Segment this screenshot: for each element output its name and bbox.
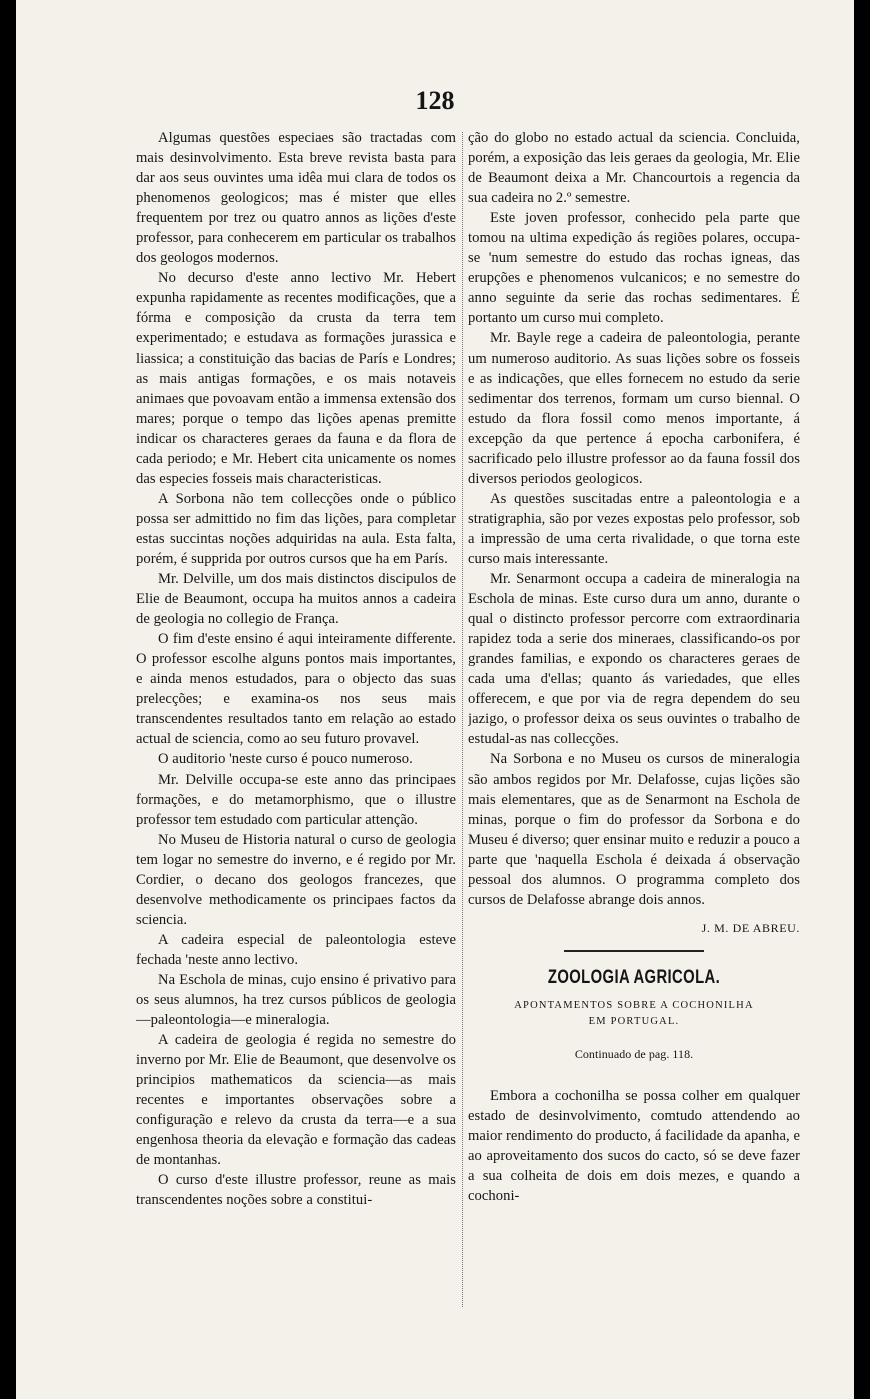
paragraph: O curso d'este illustre professor, reune as mais transcendentes noções sobre a constitui- (136, 1172, 456, 1209)
paragraph: No Museu de Historia natural o curso de geologia tem logar no semestre do inverno, e é regido por Mr. Cordier, o decano dos geologos francezes, que desenvolve methodicamente os principaes factos da sciencia. (136, 831, 456, 928)
document-page (16, 0, 854, 1399)
paragraph: A cadeira especial de paleontologia esteve fechada 'neste anno lectivo. (136, 931, 456, 968)
section-subtitle (468, 998, 800, 1030)
paragraph: Mr. Senarmont occupa a cadeira de mineralogia na Eschola de minas. Este curso dura um anno, durante o qual o distincto professor percorre com extraordinaria rapidez toda a serie dos mineraes, classificando-os por grandes familias, e expondo os characteres geraes de cada uma d'ellas; quanto ás variedades, que elles offerecem, e que por via de regra dependem do seu jazigo, o professor deixa os seus ouvintes o trabalho de estudal-as nas collecções. (468, 571, 800, 748)
paragraph: ção do globo no estado actual da sciencia. Concluida, porém, a exposição das leis geraes da geologia, Mr. Elie de Beaumont deixa a Mr. Chancourtois a regencia da sua cadeira no 2.º semestre. (468, 130, 800, 207)
paragraph: Embora a cochonilha se possa colher em qualquer estado de desinvolvimento, comtudo attendendo ao maior rendimento do producto, á facilidade da apanha, e ao aproveitamento dos sucos do cacto, só se deve fazer a sua colheita de dois em dois mezes, e quando a cochoni- (468, 1087, 800, 1205)
subtitle-line: EM PORTUGAL. (588, 1015, 680, 1027)
continued-note: Continuado de pag. 118. (574, 1046, 694, 1061)
section-title: ZOOLOGIA AGRICOLA. (547, 966, 721, 988)
page-number: 128 (415, 86, 455, 115)
left-column (136, 128, 456, 1308)
paragraph: Este joven professor, conhecido pela parte que tomou na ultima expedição ás regiões polares, occupa-se 'num semestre do estudo das rochas igneas, das erupções e phenomenos vulcanicos; e no semestre do anno seguinte da serie das rochas sedimentares. É portanto um curso mui completo. (468, 210, 800, 327)
paragraph: Na Eschola de minas, cujo ensino é privativo para os seus alumnos, ha trez cursos públicos de geologia—paleontologia—e mineralogia. (136, 971, 456, 1029)
subtitle-line: APONTAMENTOS SOBRE A COCHONILHA (514, 999, 754, 1011)
paragraph: No decurso d'este anno lectivo Mr. Hebert expunha rapidamente as recentes modificações, que a fórma e composição da crusta da terra tem experimentado; e estudava as formações jurassica e liassica; a constituição das bacias de París e Londres; as mais antigas formações, e os mais notaveis animaes que povoavam então a immensa extensão dos mares; porque o tempo das lições apenas premitte indicar os characteres geraes da fauna e da flora de cada periodo; e Mr. Hebert cita unicamente os nomes das especies fosseis mais characteristicas. (136, 270, 456, 487)
paragraph: Na Sorbona e no Museu os cursos de mineralogia são ambos regidos por Mr. Delafosse, cujas lições são mais elementares, que as de Senarmont na Eschola de minas, porque o fim do professor da Sorbona e do Museu é diverso; quer ensinar muito e reduzir a pouco a parte que 'naquella Eschola é deixada á observação pessoal dos alumnos. O programma completo dos cursos de Delafosse abrange dois annos. (468, 751, 800, 908)
paragraph: O fim d'este ensino é aqui inteiramente differente. O professor escolhe alguns pontos mais importantes, e ainda menos estudados, para o objecto das suas prelecções; e examina-os nos seus mais transcendentes resultados tanto em relação ao estado actual de sciencia, como ao seu futuro provavel. (136, 631, 456, 748)
paragraph: Mr. Delville, um dos mais distinctos discipulos de Elie de Beaumont, occupa ha muitos annos a cadeira de geologia no collegio de França. (136, 571, 456, 628)
paragraph: O auditorio 'neste curso é pouco numeroso. (158, 751, 413, 768)
paragraph: Mr. Delville occupa-se este anno das principaes formações, e do metamorphismo, que o illustre professor tem estudado com particular attenção. (136, 771, 456, 828)
author-signature: J. M. DE ABREU. (701, 920, 800, 935)
paragraph: Algumas questões especiaes são tractadas com mais desinvolvimento. Esta breve revista basta para dar aos seus ouvintes uma idêa mui clara de todos os phenomenos geologicos; mas é mister que elles frequentem por trez ou quatro annos as lições d'este professor, para conhecerem em particular os trabalhos dos geologos modernos. (136, 130, 456, 267)
column-divider (462, 132, 464, 1307)
paragraph: As questões suscitadas entre a paleontologia e a stratigraphia, são por vezes expostas pelo professor, sob a impressão de uma certa rivalidade, o que torna este curso mais interessante. (468, 490, 800, 567)
paragraph: Mr. Bayle rege a cadeira de paleontologia, perante um numeroso auditorio. As suas lições sobre os fosseis e as indicações, que elles fornecem no estudo da serie sedimentar dos terrenos, formam um curso biennal. O estudo da flora fossil como menos importante, á excepção da que pertence á epocha carbonifera, é sacrificado pelo illustre professor ao da fauna fossil dos diversos periodos geologicos. (468, 330, 800, 487)
right-column (468, 128, 800, 1298)
paragraph: A cadeira de geologia é regida no semestre do inverno por Mr. Elie de Beaumont, que desenvolve os principios mathematicos da sciencia—as mais recentes e importantes observações sobre a configuração e relevo da crusta da terra—e a sua engenhosa theoria da elevação e formação das cadeas de montanhas. (136, 1032, 456, 1169)
paragraph: A Sorbona não tem collecções onde o público possa ser admittido no fim das lições, para completar estas succintas noções adquiridas na aula. Esta falta, porém, é suppridа por outros cursos que ha em París. (136, 490, 456, 567)
section-rule (564, 950, 704, 952)
